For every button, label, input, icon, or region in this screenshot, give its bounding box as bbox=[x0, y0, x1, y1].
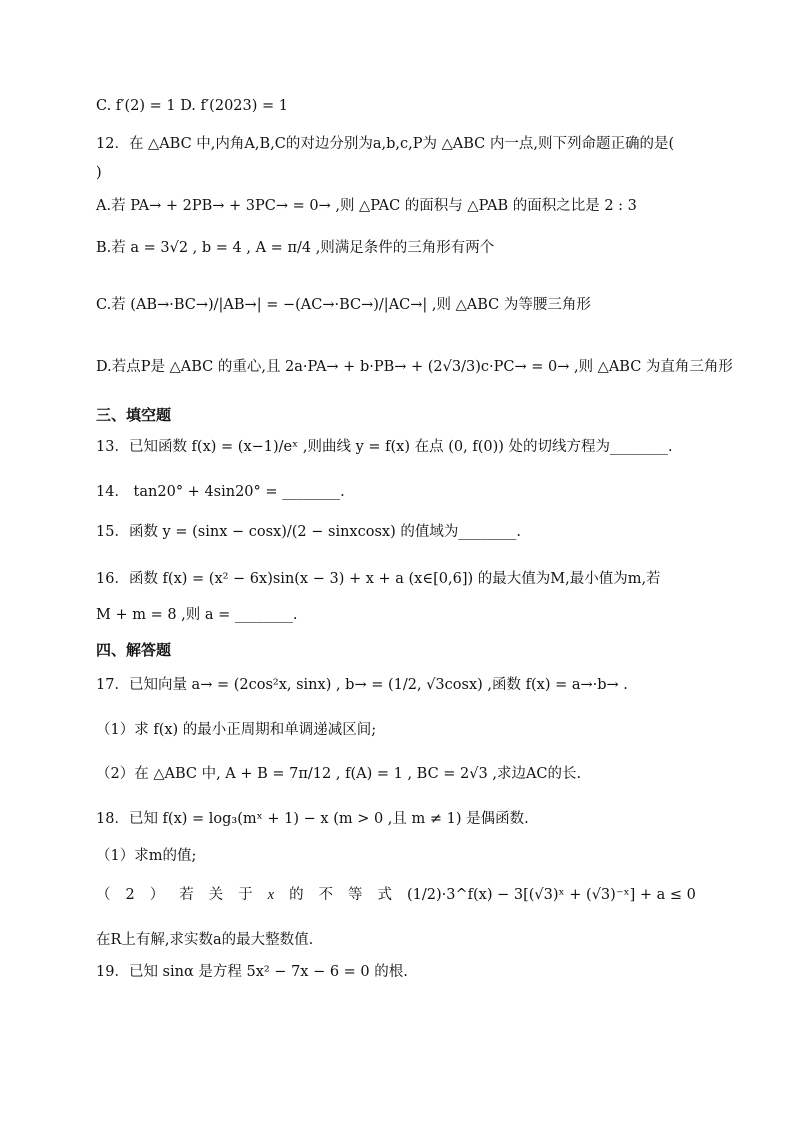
q18: 18．已知 f(x) = log₃(mˣ + 1) − x (m > 0 ,且 m ≠ 1) 是偶函数. bbox=[96, 811, 529, 827]
q12-option-d: D.若点P是 △ABC 的重心,且 2a·PA→ + b·PB→ + (2√3/3)c·PC→ = 0→ ,则 △ABC 为直角三角形 bbox=[96, 359, 733, 375]
q18-part-2-piece: 于 bbox=[238, 887, 253, 903]
q12-stem-end: ) bbox=[96, 165, 102, 181]
q18-part-2-piece: （ bbox=[96, 887, 111, 903]
q11-options: C. f′(2) = 1 D. f′(2023) = 1 bbox=[96, 98, 288, 114]
q17-part-2: （2）在 △ABC 中, A + B = 7π/12 , f(A) = 1 , BC = 2√3 ,求边AC的长. bbox=[96, 766, 582, 782]
q18-part-2-piece: x bbox=[267, 887, 275, 903]
q17: 17．已知向量 a→ = (2cos²x, sinx) , b→ = (1/2, √3cosx) ,函数 f(x) = a→·b→ . bbox=[96, 677, 628, 693]
q16: 16．函数 f(x) = (x² − 6x)sin(x − 3) + x + a (x∈[0,6]) 的最大值为M,最小值为m,若 bbox=[96, 571, 661, 587]
q18-part-2-piece: 等 bbox=[348, 887, 363, 903]
q18-part-2-continued: 在R上有解,求实数a的最大整数值. bbox=[96, 932, 314, 948]
q18-part-1: （1）求m的值; bbox=[96, 848, 197, 864]
q18-part-2-piece: 若 bbox=[179, 887, 194, 903]
q18-part-2-piece: 2 bbox=[125, 887, 135, 903]
q12-option-a: A.若 PA→ + 2PB→ + 3PC→ = 0→ ,则 △PAC 的面积与 △PAB 的面积之比是 2 : 3 bbox=[96, 198, 637, 214]
q18-part-2 bbox=[96, 885, 696, 905]
q18-part-2-piece: 不 bbox=[318, 887, 334, 903]
section-fill-in-heading: 三、填空题 bbox=[96, 406, 172, 424]
q12-option-c: C.若 (AB→·BC→)/|AB→| = −(AC→·BC→)/|AC→| ,则 △ABC 为等腰三角形 bbox=[96, 297, 591, 313]
q18-part-2-piece: 关 bbox=[208, 887, 224, 903]
q12-option-b: B.若 a = 3√2 , b = 4 , A = π/4 ,则满足条件的三角形有两个 bbox=[96, 240, 495, 256]
section-answer-heading: 四、解答题 bbox=[96, 641, 172, 659]
q19: 19．已知 sinα 是方程 5x² − 7x − 6 = 0 的根. bbox=[96, 964, 408, 980]
q15: 15．函数 y = (sinx − cosx)/(2 − sinxcosx) 的值域为________. bbox=[96, 524, 521, 540]
q18-part-2-piece: 的 bbox=[289, 887, 304, 903]
q16-continued: M + m = 8 ,则 a = ________. bbox=[96, 607, 298, 623]
q18-part-2-piece: ） bbox=[149, 887, 165, 903]
q13: 13．已知函数 f(x) = (x−1)/eˣ ,则曲线 y = f(x) 在点 (0, f(0)) 处的切线方程为________. bbox=[96, 439, 673, 455]
q14: 14． tan20° + 4sin20° = ________. bbox=[96, 484, 345, 500]
q17-part-1: （1）求 f(x) 的最小正周期和单调递减区间; bbox=[96, 722, 377, 738]
q12-stem: 12．在 △ABC 中,内角A,B,C的对边分别为a,b,c,P为 △ABC 内一点,则下列命题正确的是( bbox=[96, 136, 675, 152]
q18-part-2-formula: (1/2)·3^f(x) − 3[(√3)ˣ + (√3)⁻ˣ] + a ≤ 0 bbox=[407, 887, 696, 903]
q18-part-2-piece: 式 bbox=[377, 887, 393, 903]
